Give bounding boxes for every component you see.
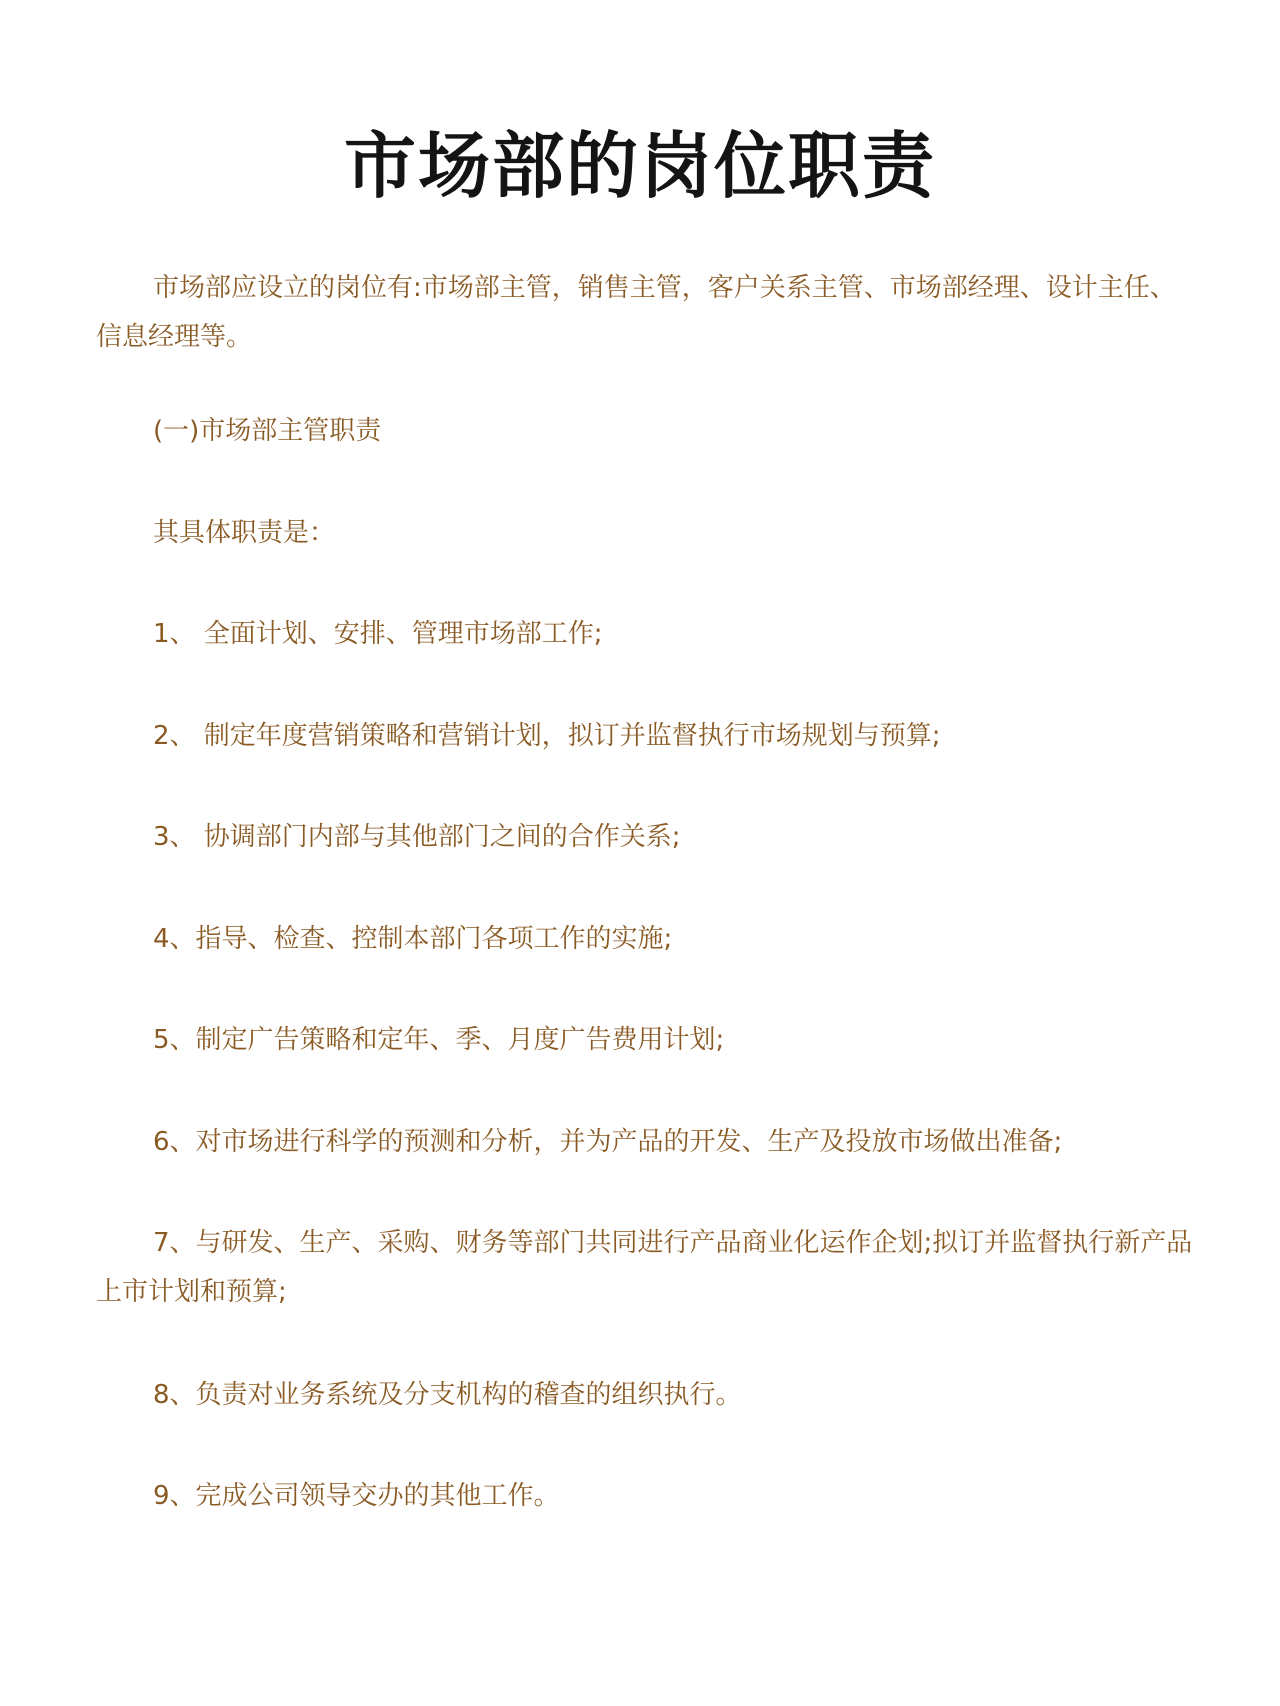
- page-title: 市场部的岗位职责: [343, 123, 936, 208]
- duty-item-6: 6、对市场进行科学的预测和分析，并为产品的开发、生产及投放市场做出准备;: [153, 1127, 1063, 1157]
- intro-paragraph: 市场部应设立的岗位有:市场部主管，销售主管，客户关系主管、市场部经理、设计主任、信息经理等。: [96, 273, 1176, 352]
- duty-item-9: 9、完成公司领导交办的其他工作。: [153, 1481, 560, 1511]
- duty-item-2: 2、 制定年度营销策略和营销计划，拟订并监督执行市场规划与预算;: [153, 721, 941, 751]
- duty-item-5: 5、制定广告策略和定年、季、月度广告费用计划;: [153, 1025, 725, 1055]
- duties-lead-paragraph: 其具体职责是：: [153, 518, 336, 548]
- duty-item-7: 7、与研发、生产、采购、财务等部门共同进行产品商业化运作企划;拟订并监督执行新产品上市计划和预算;: [96, 1228, 1193, 1307]
- section-heading: (一)市场部主管职责: [153, 416, 382, 446]
- duty-item-8: 8、负责对业务系统及分支机构的稽查的组织执行。: [153, 1380, 742, 1410]
- duty-item-4: 4、指导、检查、控制本部门各项工作的实施;: [153, 924, 673, 954]
- duty-item-1: 1、 全面计划、安排、管理市场部工作;: [153, 619, 603, 649]
- duty-item-3: 3、 协调部门内部与其他部门之间的合作关系;: [153, 822, 681, 852]
